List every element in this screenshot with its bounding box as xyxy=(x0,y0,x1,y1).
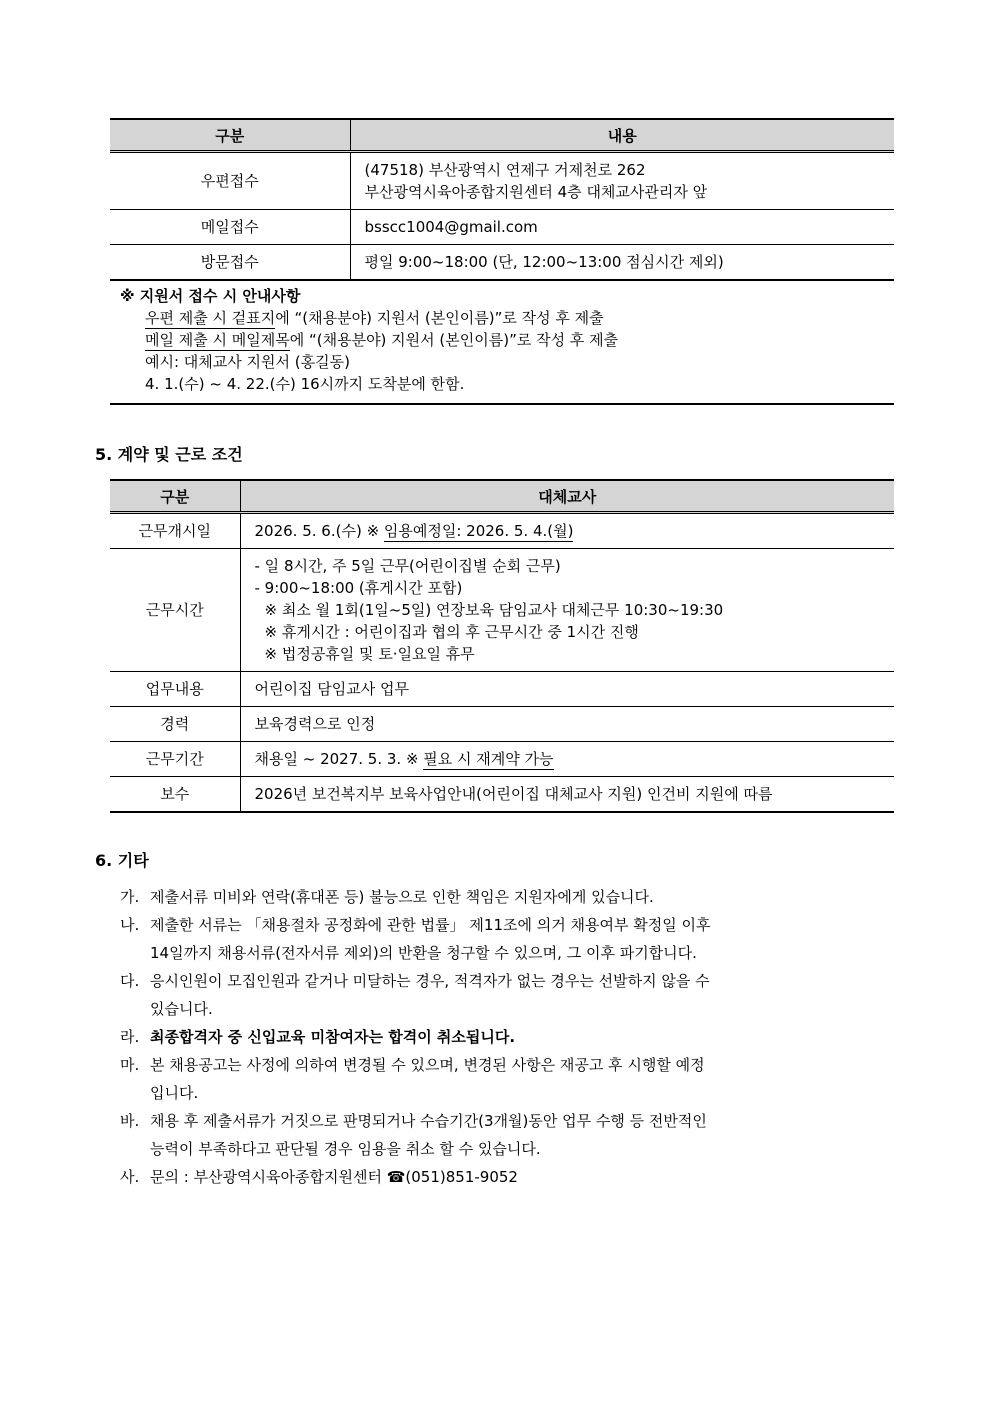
item-lines xyxy=(150,1023,515,1051)
list-item xyxy=(120,883,920,911)
row-content xyxy=(350,245,894,281)
underlined-text: 우편 제출 시 겉표지 xyxy=(145,309,276,327)
content-line: ※ 휴게시간 : 어린이집과 협의 후 근무시간 중 1시간 진행 xyxy=(264,623,639,641)
note-title: ※ 지원서 접수 시 안내사항 xyxy=(120,287,301,305)
misc-item-list xyxy=(120,881,920,1191)
note-text: 에 “(채용분야) 지원서 (본인이름)”로 작성 후 제출 xyxy=(289,331,619,349)
row-label: 메일접수 xyxy=(110,210,350,245)
item-line: 본 채용공고는 사정에 의하여 변경될 수 있으며, 변경된 사항은 재공고 후 시행할 예정 xyxy=(150,1056,705,1074)
item-lines xyxy=(150,883,654,911)
list-item-contact xyxy=(120,1163,920,1191)
table-row-email xyxy=(110,210,894,245)
underlined-text: 메일 제출 시 메일제목 xyxy=(145,331,290,349)
plain-text: 채용일 ~ 2027. 5. 3. ※ xyxy=(254,750,424,768)
content-line: ※ 법정공휴일 및 토·일요일 휴무 xyxy=(264,645,475,663)
content-line: (47518) 부산광역시 연제구 거제천로 262 xyxy=(364,161,646,179)
item-line: 제출한 서류는 「채용절차 공정화에 관한 법률」 제11조에 의거 채용여부 확정일 이후 xyxy=(150,916,711,934)
reception-table xyxy=(110,118,894,281)
item-lines xyxy=(150,967,710,1023)
contract-header-content: 대체교사 xyxy=(240,480,894,513)
row-label: 방문접수 xyxy=(110,245,350,281)
content-line: 어린이집 담임교사 업무 xyxy=(254,680,409,698)
table-row-career xyxy=(110,707,894,742)
table-row-work-hours xyxy=(110,549,894,672)
note-line xyxy=(110,329,894,351)
row-label: 근무기간 xyxy=(110,742,240,777)
item-marker: 라. xyxy=(120,1028,140,1046)
reception-header-content: 내용 xyxy=(350,119,894,152)
content-line: - 9:00~18:00 (휴게시간 포함) xyxy=(254,579,463,597)
list-item-emphasized xyxy=(120,1023,920,1051)
row-label: 보수 xyxy=(110,777,240,813)
row-label: 근무시간 xyxy=(110,549,240,672)
contract-conditions-table xyxy=(110,479,894,813)
row-content xyxy=(240,742,894,777)
item-marker: 마. xyxy=(120,1056,140,1074)
item-line: 능력이 부족하다고 판단될 경우 임용을 취소 할 수 있습니다. xyxy=(150,1140,541,1158)
list-item xyxy=(120,911,920,967)
item-marker: 나. xyxy=(120,916,140,934)
item-line-contact: 문의 : 부산광역시육아종합지원센터 ☎(051)851-9052 xyxy=(150,1168,518,1186)
table-row-postal xyxy=(110,152,894,210)
item-marker: 가. xyxy=(120,888,140,906)
application-note xyxy=(110,281,894,405)
item-lines xyxy=(150,1163,518,1191)
table-row-start-date xyxy=(110,513,894,549)
table-row-visit xyxy=(110,245,894,281)
content-line: bsscc1004@gmail.com xyxy=(364,218,538,236)
row-label: 경력 xyxy=(110,707,240,742)
list-item xyxy=(120,1051,920,1107)
row-content xyxy=(350,210,894,245)
plain-text: 2026. 5. 6.(수) ※ xyxy=(254,522,384,540)
reception-header-category: 구분 xyxy=(110,119,350,152)
list-item xyxy=(120,1107,920,1163)
row-label: 우편접수 xyxy=(110,152,350,210)
row-content xyxy=(240,707,894,742)
content-line xyxy=(255,748,887,770)
content-line: 평일 9:00~18:00 (단, 12:00~13:00 점심시간 제외) xyxy=(364,253,724,271)
item-line: 응시인원이 모집인원과 같거나 미달하는 경우, 적격자가 없는 경우는 선발하지 않을 수 xyxy=(150,972,710,990)
content-line: 2026년 보건복지부 보육사업안내(어린이집 대체교사 지원) 인건비 지원에 따름 xyxy=(254,785,773,803)
list-item xyxy=(120,967,920,1023)
row-content xyxy=(240,777,894,813)
note-text: 예시: 대체교사 지원서 (홍길동) xyxy=(145,353,350,371)
item-lines xyxy=(150,911,710,967)
note-text: 에 “(채용분야) 지원서 (본인이름)”로 작성 후 제출 xyxy=(275,309,604,327)
note-line xyxy=(110,307,894,329)
reception-table-header-row xyxy=(110,119,894,152)
underlined-text: 임용예정일: 2026. 5. 4.(월) xyxy=(383,522,574,540)
contract-header-category: 구분 xyxy=(110,480,240,513)
content-line: - 일 8시간, 주 5일 근무(어린이집별 순회 근무) xyxy=(254,557,561,575)
table-row-period xyxy=(110,742,894,777)
row-content xyxy=(240,513,894,549)
item-line: 입니다. xyxy=(150,1084,199,1102)
item-line: 있습니다. xyxy=(150,1000,213,1018)
table-row-pay xyxy=(110,777,894,813)
note-line xyxy=(110,373,894,395)
content-line xyxy=(255,520,887,542)
item-lines xyxy=(150,1107,707,1163)
underlined-text: 필요 시 재계약 가능 xyxy=(423,750,554,768)
item-line: 최종합격자 중 신입교육 미참여자는 합격이 취소됩니다. xyxy=(150,1028,516,1046)
content-line: 보육경력으로 인정 xyxy=(254,715,376,733)
row-content xyxy=(350,152,894,210)
item-marker: 바. xyxy=(120,1112,140,1130)
item-marker: 사. xyxy=(120,1168,140,1186)
item-line: 제출서류 미비와 연락(휴대폰 등) 불능으로 인한 책임은 지원자에게 있습니다. xyxy=(150,888,654,906)
content-line: ※ 최소 월 1회(1일~5일) 연장보육 담임교사 대체근무 10:30~19:30 xyxy=(264,601,724,619)
content-line: 부산광역시육아종합지원센터 4층 대체교사관리자 앞 xyxy=(364,183,708,201)
item-lines xyxy=(150,1051,705,1107)
row-label: 근무개시일 xyxy=(110,513,240,549)
row-label: 업무내용 xyxy=(110,672,240,707)
contract-table-header-row xyxy=(110,480,894,513)
section6-heading: 6. 기타 xyxy=(95,851,149,870)
section5-heading: 5. 계약 및 근로 조건 xyxy=(95,445,243,464)
row-content xyxy=(240,549,894,672)
item-marker: 다. xyxy=(120,972,140,990)
item-line: 14일까지 채용서류(전자서류 제외)의 반환을 청구할 수 있으며, 그 이후 파기합니다. xyxy=(150,944,697,962)
row-content xyxy=(240,672,894,707)
item-line: 채용 후 제출서류가 거짓으로 판명되거나 수습기간(3개월)동안 업무 수행 등 전반적인 xyxy=(150,1112,707,1130)
note-line xyxy=(110,351,894,373)
note-text: 4. 1.(수) ~ 4. 22.(수) 16시까지 도착분에 한함. xyxy=(145,375,465,393)
table-row-duties xyxy=(110,672,894,707)
